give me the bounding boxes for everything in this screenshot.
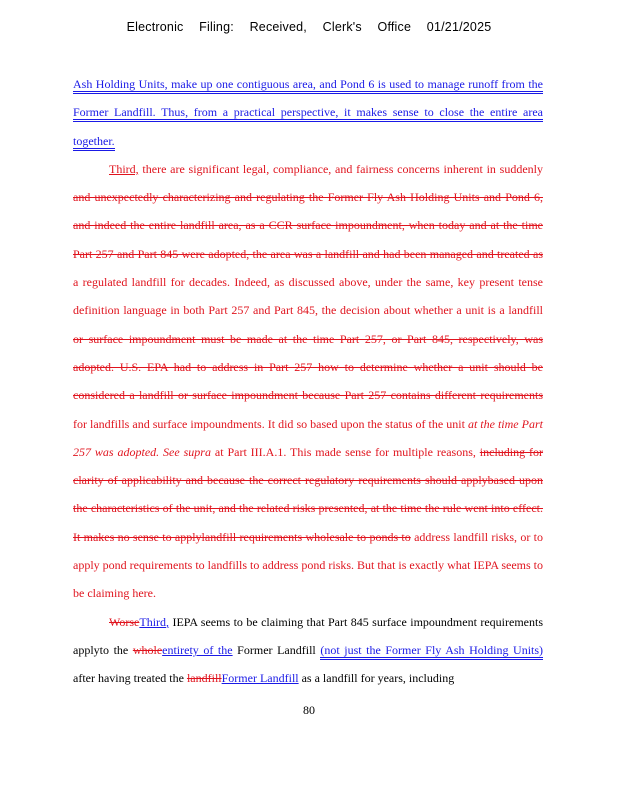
- deleted-text: including for clarity of applicability and because the correct regulatory requirements should applybased upon the characteristics of the unit, and the related risks presented, at the time the rule went into effect. It makes no sense to applylandfill requirements wholesale to ponds to: [73, 444, 544, 544]
- revised-text: at Part III.A.1. This made sense for multiple reasons,: [210, 444, 480, 459]
- inserted-text: (not just the Former Fly Ash Holding Units): [320, 643, 543, 660]
- filing-stamp-header: Electronic Filing: Received, Clerk's Office 01/21/2025: [126, 20, 492, 34]
- body-text: after having treated the: [73, 671, 187, 686]
- inserted-text: Third,: [139, 614, 170, 629]
- deleted-text: or surface impoundment must be made at the time Part 257, or Part 845, respectively, was adopted. U.S. EPA had to address in Part 257 how to determine whether a unit should be considered a landfill or surface impoundment because Part 257 contains different requirements: [73, 331, 543, 403]
- page-number: 80: [303, 703, 315, 717]
- paragraph-1: [73, 70, 543, 155]
- body-text: Former Landfill: [232, 642, 321, 657]
- revised-text: there are significant legal, compliance, and fairness concerns inherent in suddenly: [138, 161, 543, 176]
- inserted-text: Ash Holding Units, make up one contiguous area, and Pond 6 is used to manage runoff from the Former Landfill. Thus, from a practical perspective, it makes sense to close the entire area together.: [73, 77, 543, 151]
- deleted-text: whole: [132, 642, 163, 657]
- deleted-text: and unexpectedly characterizing and regulating the Former Fly Ash Holding Units and Pond 6, and indeed the entire landfill area, as a CCR surface impoundment, when today and at the time Part 257 and Part 845 were adopted, the area was a landfill and had been managed and treated as: [73, 190, 543, 261]
- paragraph-lead: Third,: [109, 161, 139, 176]
- inserted-text: Former Landfill: [221, 671, 299, 686]
- paragraph-3: [73, 608, 543, 693]
- body-text: as a landfill for years, including: [298, 671, 455, 686]
- document-body: [73, 70, 543, 693]
- paragraph-2: [73, 155, 543, 608]
- body-text: IEPA seems to be claiming that Part 845 surface impoundment requirements applyto the: [73, 614, 543, 657]
- revised-text: a regulated landfill for decades. Indeed, as discussed above, under the same, key present tense definition language in both Part 257 and Part 845, the decision about whether a unit is a landfill: [73, 275, 543, 318]
- revised-text: address landfill risks, or to apply pond requirements to landfills to address pond risks. But that is exactly what IEPA seems to be claiming here.: [73, 529, 543, 601]
- inserted-text: entirety of the: [162, 642, 233, 657]
- italic-citation: at the time Part 257 was adopted. See supra: [73, 416, 543, 459]
- deleted-text: Worse: [109, 614, 140, 629]
- revised-text: for landfills and surface impoundments. It did so based upon the status of the unit: [73, 416, 468, 431]
- deleted-text: landfill: [186, 671, 222, 686]
